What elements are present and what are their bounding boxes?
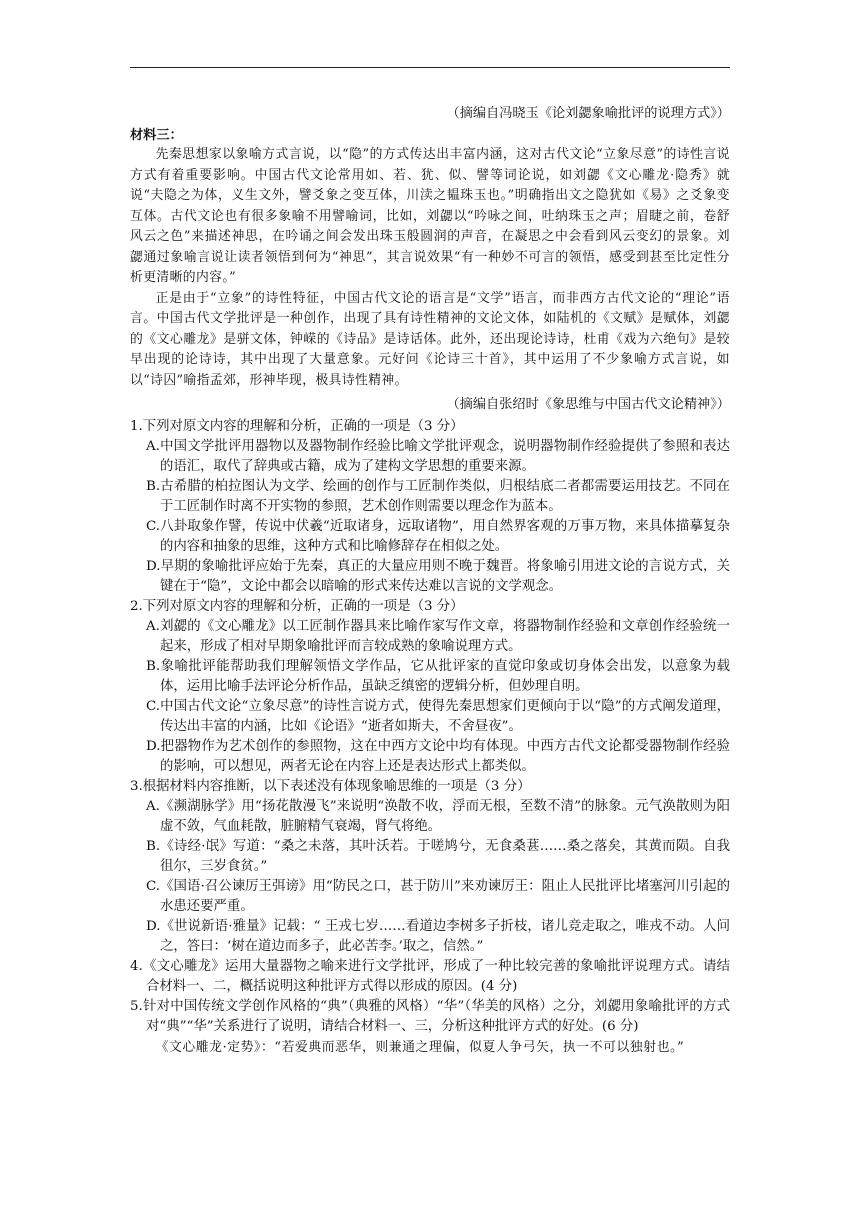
question-1 <box>130 417 730 597</box>
question-stem: 4.《文心雕龙》运用大量器物之喻来进行文学批评，形成了一种比较完善的象喻批评说理方式。请结合材料一、二，概括说明这种批评方式得以形成的原因。(4 分) <box>130 959 730 994</box>
option-d: D.把器物作为艺术创作的参照物，这在中西方文论中均有体现。中西方古代文论都受器物制作经验的影响，可以想见，两者无论在内容上还是表达形式上都类似。 <box>146 739 730 774</box>
option-c: C.八卦取象作譬，传说中伏羲“近取诸身，远取诸物”，用自然界客观的万事万物，来具体描摹复杂的内容和抽象的思维，这种方式和比喻修辞存在相似之处。 <box>146 519 730 554</box>
source-citation-1: （摘编自冯晓玉《论刘勰象喻批评的说理方式》） <box>446 106 730 121</box>
question-stem: 5.针对中国传统文学创作风格的“典”（典雅的风格）“华”（华美的风格）之分，刘勰用象喻批评的方式对“典”“华”关系进行了说明，请结合材料一、三，分析这种批评方式的好处。(6 分) <box>130 999 730 1034</box>
question-stem: 3.根据材料内容推断，以下表述没有体现象喻思维的一项是（3 分） <box>130 779 531 794</box>
option-a: A.刘勰的《文心雕龙》以工匠制作器具来比喻作家写作文章，将器物制作经验和文章创作经验统一起来，形成了相对早期象喻批评而言较成熟的象喻说理方式。 <box>146 619 730 654</box>
option-d: D.早期的象喻批评应始于先秦，真正的大量应用则不晚于魏晋。将象喻引用进文论的言说方式，关键在于“隐”，文论中都会以暗喻的形式来传达难以言说的文学观念。 <box>146 559 730 594</box>
question-4 <box>130 957 730 997</box>
material3-paragraph-1: 先秦思想家以象喻方式言说，以“隐”的方式传达出丰富内涵，这对古代文论“立象尽意”的诗性言说方式有着重要影响。中国古代文论常用如、若、犹、似、譬等词论说，如刘勰《文心雕龙·隐秀》就说“夫隐之为体，义生文外，譬爻象之变互体，川渎之韫珠玉也。”明确指出文之隐犹如《易》之爻象变互体。古代文论也有很多象喻不用譬喻词，比如，刘勰以“吟咏之间，吐纳珠玉之声；眉睫之前，卷舒风云之色”来描述神思，在吟诵之间会发出珠玉般圆润的声音，在凝思之中会看到风云变幻的景象。刘勰通过象喻言说让读者领悟到何为“神思”，其言说效果“有一种妙不可言的领悟，感受到甚至比定性分析更清晰的内容。” <box>130 147 730 285</box>
top-rule <box>130 67 730 68</box>
option-a: A.《濒湖脉学》用“扬花散漫飞”来说明“涣散不收，浮而无根，至数不清”的脉象。元气涣散则为阳虚不敛，气血耗散，脏腑精气衰竭，肾气将绝。 <box>146 799 730 834</box>
source-citation-2: （摘编自张绍时《象思维与中国古代文论精神》） <box>446 397 730 412</box>
option-c: C.《国语·召公谏厉王弭谤》用“防民之口，甚于防川”来劝谏厉王：阻止人民批评比堵塞河川引起的水患还要严重。 <box>146 879 730 914</box>
question-stem: 2.下列对原文内容的理解和分析，正确的一项是（3 分） <box>130 599 464 614</box>
option-d: D.《世说新语·雅量》记载：“ 王戎七岁……看道边李树多子折枝，诸儿竞走取之，唯戎不动。人问之，答曰：‘树在道边而多子，此必苦李。’取之，信然。” <box>146 919 730 954</box>
material3-paragraph-2: 正是由于“立象”的诗性特征，中国古代文论的语言是“文学”语言，而非西方古代文论的“理论”语言。中国古代文学批评是一种创作，出现了具有诗性精神的文论文体，如陆机的《文赋》是赋体，刘勰的《文心雕龙》是骈文体，钟嵘的《诗品》是诗话体。此外，还出现论诗诗，杜甫《戏为六绝句》是较早出现的论诗诗，其中出现了大量意象。元好问《论诗三十首》，其中运用了不少象喻方式言说，如以“诗囚”喻指孟郊，形神毕现，极具诗性精神。 <box>130 290 730 388</box>
option-b: B.古希腊的柏拉图认为文学、绘画的创作与工匠制作类似，归根结底二者都需要运用技艺。不同在于工匠制作时离不开实物的参照，艺术创作则需要以理念作为蓝本。 <box>146 479 730 514</box>
question-5 <box>130 997 730 1058</box>
question-5-quote: 《文心雕龙·定势》：“若爱典而恶华，则兼通之理偏，似夏人争弓矢，执一不可以独射也。” <box>155 1040 685 1055</box>
option-c: C.中国古代文论“立象尽意”的诗性言说方式，使得先秦思想家们更倾向于以“隐”的方式阐发道理，传达出丰富的内涵，比如《论语》“逝者如斯夫，不舍昼夜”。 <box>146 699 730 734</box>
question-2 <box>130 597 730 777</box>
question-3 <box>130 777 730 957</box>
question-stem: 1.下列对原文内容的理解和分析，正确的一项是（3 分） <box>130 419 464 434</box>
option-b: B.象喻批评能帮助我们理解领悟文学作品，它从批评家的直觉印象或切身体会出发，以意象为载体，运用比喻手法评论分析作品，虽缺乏缜密的逻辑分析，但妙理自明。 <box>146 659 730 694</box>
material3-heading: 材料三： <box>130 128 183 143</box>
option-a: A.中国文学批评用器物以及器物制作经验比喻文学批评观念，说明器物制作经验提供了参照和表达的语汇，取代了辞典或古籍，成为了建构文学思想的重要来源。 <box>146 439 730 474</box>
option-b: B.《诗经·氓》写道：“桑之未落，其叶沃若。于嗟鸠兮，无食桑葚……桑之落矣，其黄而陨。自我徂尔，三岁食贫。” <box>146 839 730 874</box>
document-page <box>130 100 730 1058</box>
